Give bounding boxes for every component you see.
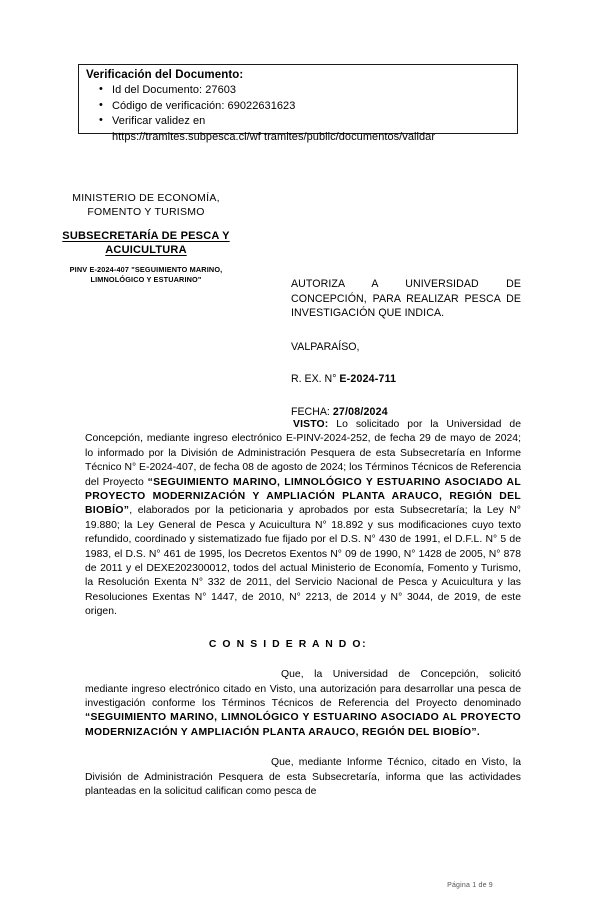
subsecretaria-line-1: SUBSECRETARÍA DE PESCA Y bbox=[62, 230, 230, 242]
verification-list bbox=[86, 83, 530, 145]
paragraph-considerando-1 bbox=[85, 668, 521, 740]
resolution-city: VALPARAÍSO, bbox=[291, 340, 360, 353]
verification-code: Código de verificación: 69022631623 bbox=[112, 99, 296, 112]
verification-url[interactable]: https://tramites.subpesca.cl/wf tramites/public/documentos/validar bbox=[112, 130, 436, 143]
resolution-subject: AUTORIZA A UNIVERSIDAD DE CONCEPCIÓN, PARA REALIZAR PESCA DE INVESTIGACIÓN QUE INDICA. bbox=[291, 278, 521, 320]
ministry-name bbox=[32, 192, 260, 219]
visto-text-part-1: Lo solicitado por la Universidad de Concepción, mediante ingreso electrónico E-PINV-2024-252, de fecha 29 de mayo de 2024; lo informado por la División de Administración Pesquera de esta Subsecretaría en Informe Técnico N° E-2024-407, de fecha 08 de agosto de 2024; los Términos Técnicos de Referencia del Proyecto bbox=[85, 419, 521, 488]
considerando-1-end: . bbox=[476, 726, 481, 738]
document-body bbox=[85, 418, 521, 799]
verification-title: Verificación del Documento: bbox=[86, 69, 244, 81]
considerando-heading: C O N S I D E R A N D O: bbox=[208, 638, 368, 650]
subsecretaria-line-2: ACUICULTURA bbox=[105, 244, 187, 256]
considerando-1-text: Que, la Universidad de Concepción, solicitó mediante ingreso electrónico citado en Visto, una autorización para desarrollar una pesca de investigación conforme los Términos Técnicos de Referencia del Proyecto denominado bbox=[85, 669, 521, 709]
resolution-date-value: 27/08/2024 bbox=[332, 405, 388, 418]
list-item bbox=[99, 83, 530, 99]
visto-text-part-2: , elaborados por la peticionaria y aprobados por esta Subsecretaría; la Ley N° 19.880; la Ley General de Pesca y Acuicultura N° 18.892 y sus modificaciones cuyo texto refundido, coordinado y sistematizado fue fijado por el D.S. N° 430 de 1991, el D.F.L. N° 5 de 1983, el D.S. N° 461 de 1995, los Decretos Exentos N° 09 de 1990, N° 1428 de 2005, N° 878 de 2011 y el DEXE202300012, todos del actual Ministerio de Economía, Fomento y Turismo, la Resolución Exenta N° 332 de 2011, del Servicio Nacional de Pesca y Acuicultura y las Resoluciones Exentas N° 1447, de 2010, N° 2213, de 2014 y N° 3044, de 2019, de este origen. bbox=[85, 505, 521, 618]
project-title-quoted: “SEGUIMIENTO MARINO, LIMNOLÓGICO Y ESTUARINO ASOCIADO AL PROYECTO MODERNIZACIÓN Y AMPLIACIÓN PLANTA ARAUCO, REGIÓN DEL BIOBÍO” bbox=[85, 476, 521, 517]
bullet-icon: • bbox=[99, 98, 103, 111]
resolution-date-label: FECHA: bbox=[291, 405, 330, 418]
visto-label: VISTO: bbox=[293, 419, 329, 430]
resolution-number-label: R. EX. N° bbox=[291, 373, 337, 386]
verification-box bbox=[78, 64, 530, 145]
list-item bbox=[99, 114, 530, 145]
letterhead bbox=[32, 192, 260, 284]
paragraph-considerando-2 bbox=[85, 756, 521, 799]
considerando-2-text: Que, mediante Informe Técnico, citado en Visto, la División de Administración Pesquera de esta Subsecretaría, informa que las actividades planteadas en la solicitud califican como pesca de bbox=[85, 757, 521, 797]
resolution-number bbox=[291, 372, 521, 387]
project-code-line-2: LIMNOLÓGICO Y ESTUARINO" bbox=[90, 274, 202, 284]
resolution-number-value: E-2024-711 bbox=[339, 373, 397, 386]
project-code-subtitle bbox=[32, 265, 260, 284]
project-code-line-1: PINV E-2024-407 "SEGUIMIENTO MARINO, bbox=[69, 265, 223, 274]
list-item bbox=[99, 98, 530, 115]
subsecretaria-name bbox=[32, 229, 260, 257]
ministry-line-1: MINISTERIO DE ECONOMÍA, bbox=[72, 192, 220, 204]
project-title-quoted: “SEGUIMIENTO MARINO, LIMNOLÓGICO Y ESTUARINO ASOCIADO AL PROYECTO MODERNIZACIÓN Y AMPLIACIÓN PLANTA ARAUCO, REGIÓN DEL BIOBÍO” bbox=[85, 712, 521, 738]
bullet-icon: • bbox=[99, 114, 103, 126]
bullet-icon: • bbox=[99, 83, 103, 95]
verification-doc-id: Id del Documento: 27603 bbox=[112, 84, 237, 96]
ministry-line-2: FOMENTO Y TURISMO bbox=[87, 205, 205, 218]
page-number: Página 1 de 9 bbox=[447, 882, 493, 889]
paragraph-visto bbox=[85, 418, 521, 620]
page-footer bbox=[0, 874, 600, 892]
resolution-header bbox=[291, 277, 521, 420]
verification-validity-label: Verificar validez en bbox=[112, 115, 206, 127]
